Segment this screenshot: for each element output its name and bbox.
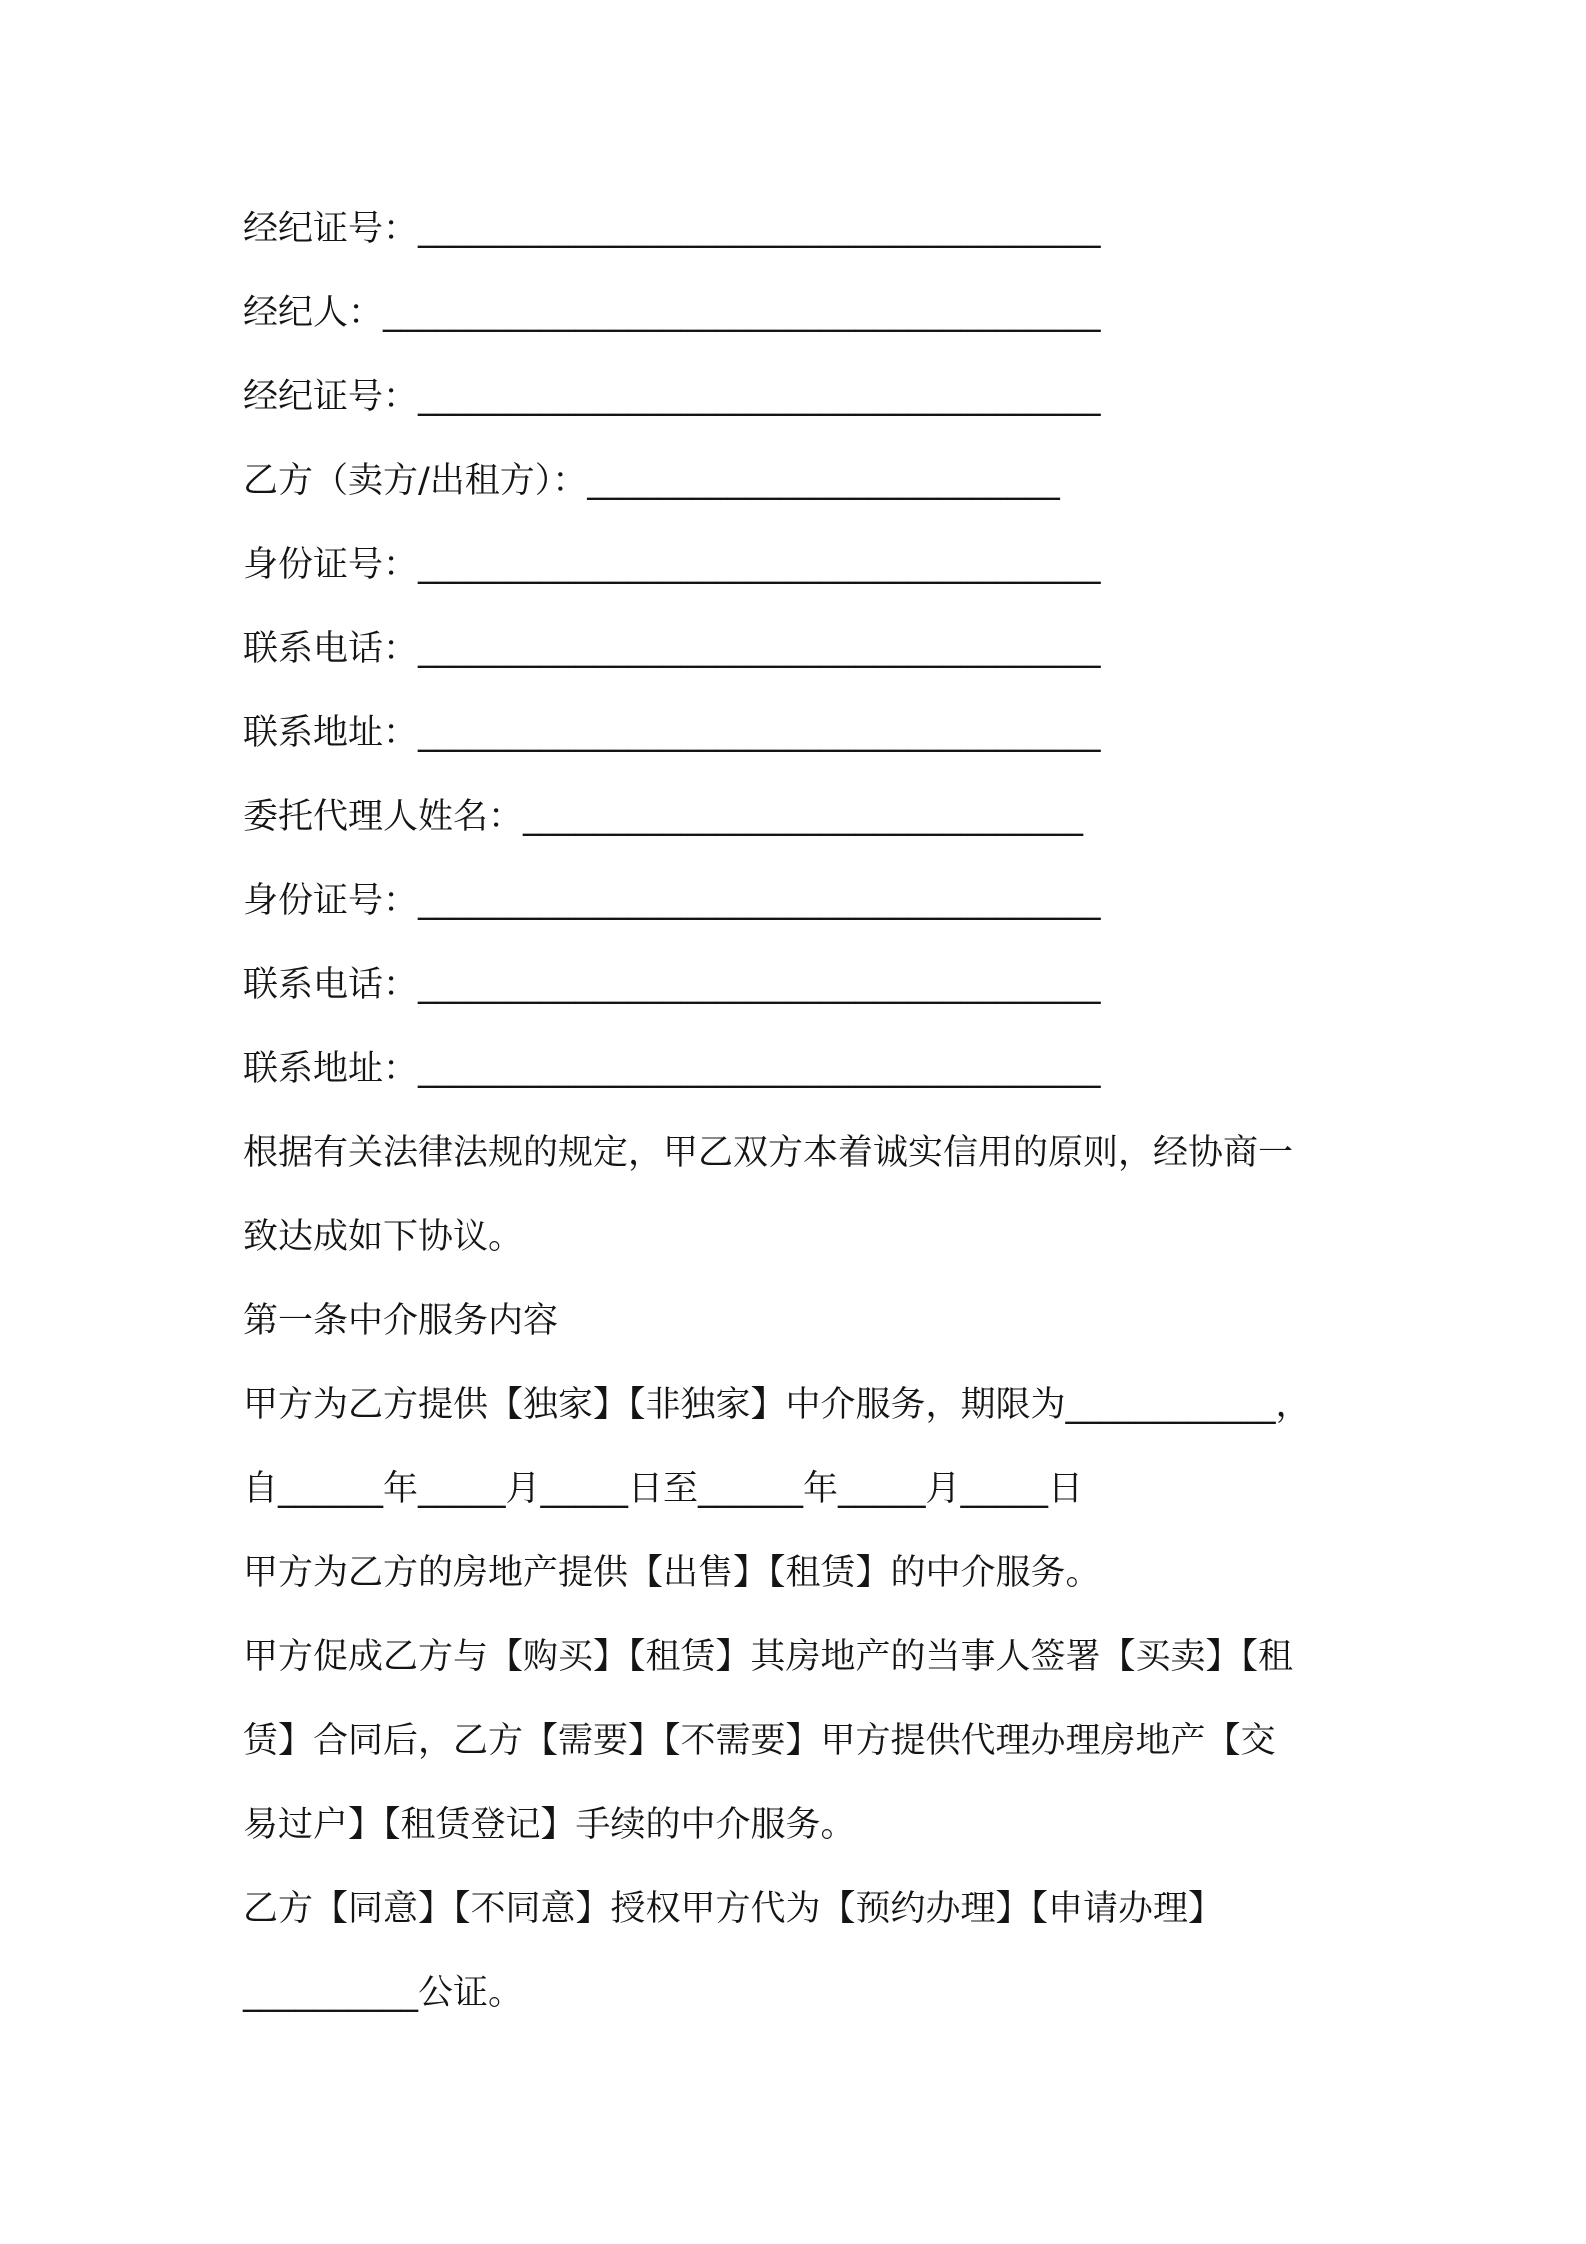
party-b-address-field: 联系地址：_______________________________________	[243, 713, 1101, 753]
party-b-phone-field: 联系电话：_______________________________________	[243, 629, 1101, 669]
contract-clause-line-2: 赁】合同后，乙方【需要】【不需要】甲方提供代理办理房地产【交	[243, 1721, 1276, 1761]
service-type-line: 甲方为乙方的房地产提供【出售】【租赁】的中介服务。	[243, 1553, 1101, 1593]
service-date-range-line: 自______年_____月_____日至______年_____月_____日	[243, 1469, 1084, 1509]
contract-clause-line-3: 易过户】【租赁登记】手续的中介服务。	[243, 1805, 856, 1845]
broker-license-no-1-field: 经纪证号：_______________________________________	[243, 209, 1101, 249]
party-b-field: 乙方（卖方/出租方）：___________________________	[243, 461, 1060, 501]
agent-phone-field: 联系电话：_______________________________________	[243, 965, 1101, 1005]
broker-license-no-2-field: 经纪证号：_______________________________________	[243, 377, 1101, 417]
agent-id-no-field: 身份证号：_______________________________________	[243, 881, 1101, 921]
notary-clause-line-2: __________公证。	[243, 1973, 524, 2013]
service-term-line: 甲方为乙方提供【独家】【非独家】中介服务，期限为____________，	[243, 1385, 1311, 1425]
party-b-id-no-field: 身份证号：_______________________________________	[243, 545, 1101, 585]
broker-name-field: 经纪人：_________________________________________	[243, 293, 1101, 333]
notary-clause-line-1: 乙方【同意】【不同意】授权甲方代为【预约办理】【申请办理】	[243, 1889, 1224, 1929]
preamble-line-1: 根据有关法律法规的规定，甲乙双方本着诚实信用的原则，经协商一	[243, 1133, 1294, 1173]
agent-address-field: 联系地址：_______________________________________	[243, 1049, 1101, 1089]
contract-clause-line-1: 甲方促成乙方与【购买】【租赁】其房地产的当事人签署【买卖】【租	[243, 1637, 1294, 1677]
agent-name-field: 委托代理人姓名：________________________________	[243, 797, 1084, 837]
preamble-line-2: 致达成如下协议。	[243, 1217, 524, 1257]
article-1-heading: 第一条中介服务内容	[243, 1301, 559, 1341]
